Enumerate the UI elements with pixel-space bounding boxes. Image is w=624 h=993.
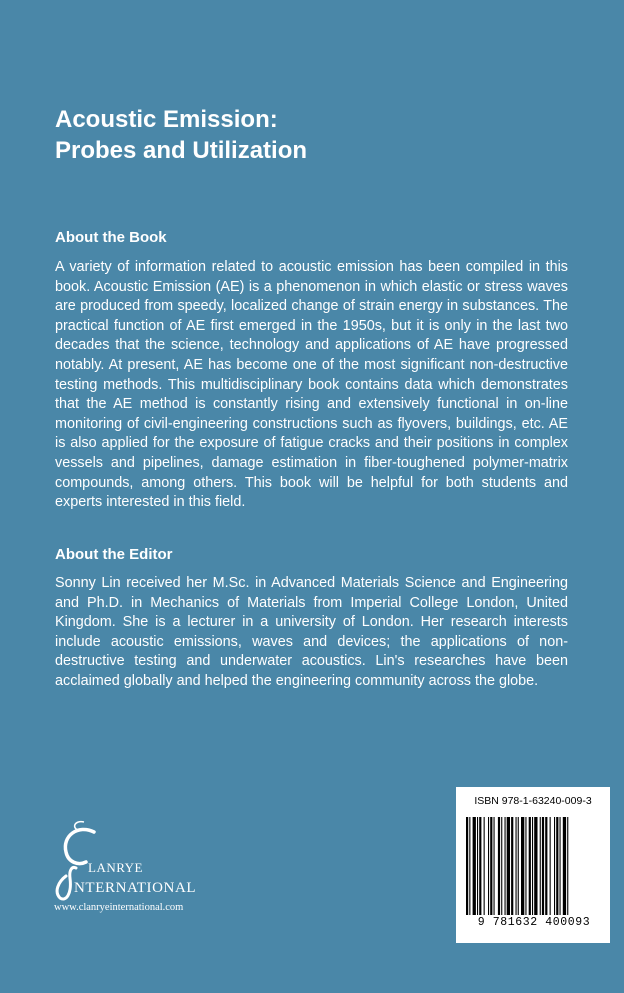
- barcode-digits: 9 781632 400093: [477, 916, 591, 929]
- book-title: [55, 104, 575, 166]
- about-book-text: A variety of information related to acoustic emission has been compiled in this book. Acoustic Emission (AE) is a phenomenon in which elastic or stress waves are produced from speedy, localized change of strain energy in substances. The practical function of AE first emerged in the 1950s, but it is only in the last two decades that the science, technology and applications of AE have progressed notably. At present, AE has become one of the most significant non-destructive testing methods. This multidisciplinary book contains data which demonstrates that the AE method is constantly rising and extensively functional in on-line monitoring of civil-engineering constructions such as flyovers, buildings, etc. AE is also applied for the exposure of fatigue cracks and their positions in complex vessels and pipelines, damage estimation in fiber-toughened polymer-matrix compounds, among others. This book will be helpful for both students and experts interested in this field.: [55, 259, 568, 511]
- about-book-heading: About the Book: [55, 229, 167, 246]
- barcode-icon: [466, 817, 600, 915]
- publisher-url: www.clanryeinternational.com: [54, 902, 184, 913]
- about-editor-text: Sonny Lin received her M.Sc. in Advanced Materials Science and Engineering and Ph.D. in Mechanics of Materials from Imperial College London, United Kingdom. She is a lecturer in a university of London. Her research interests include acoustic emissions, waves and devices; the applications of non-destructive testing and underwater acoustics. Lin's researches have been acclaimed globally and helped the engineering community across the globe.: [55, 575, 568, 689]
- publisher-logo: [48, 818, 218, 918]
- book-title-line-2: Probes and Utilization: [55, 137, 308, 164]
- isbn-label: ISBN 978-1-63240-009-3: [474, 795, 592, 807]
- isbn-barcode-box: [456, 787, 610, 943]
- about-editor-heading: About the Editor: [55, 546, 173, 563]
- publisher-name-line-1: LANRYE: [88, 860, 143, 875]
- book-title-line-1: Acoustic Emission:: [55, 106, 278, 133]
- publisher-name-line-2: NTERNATIONAL: [74, 880, 197, 896]
